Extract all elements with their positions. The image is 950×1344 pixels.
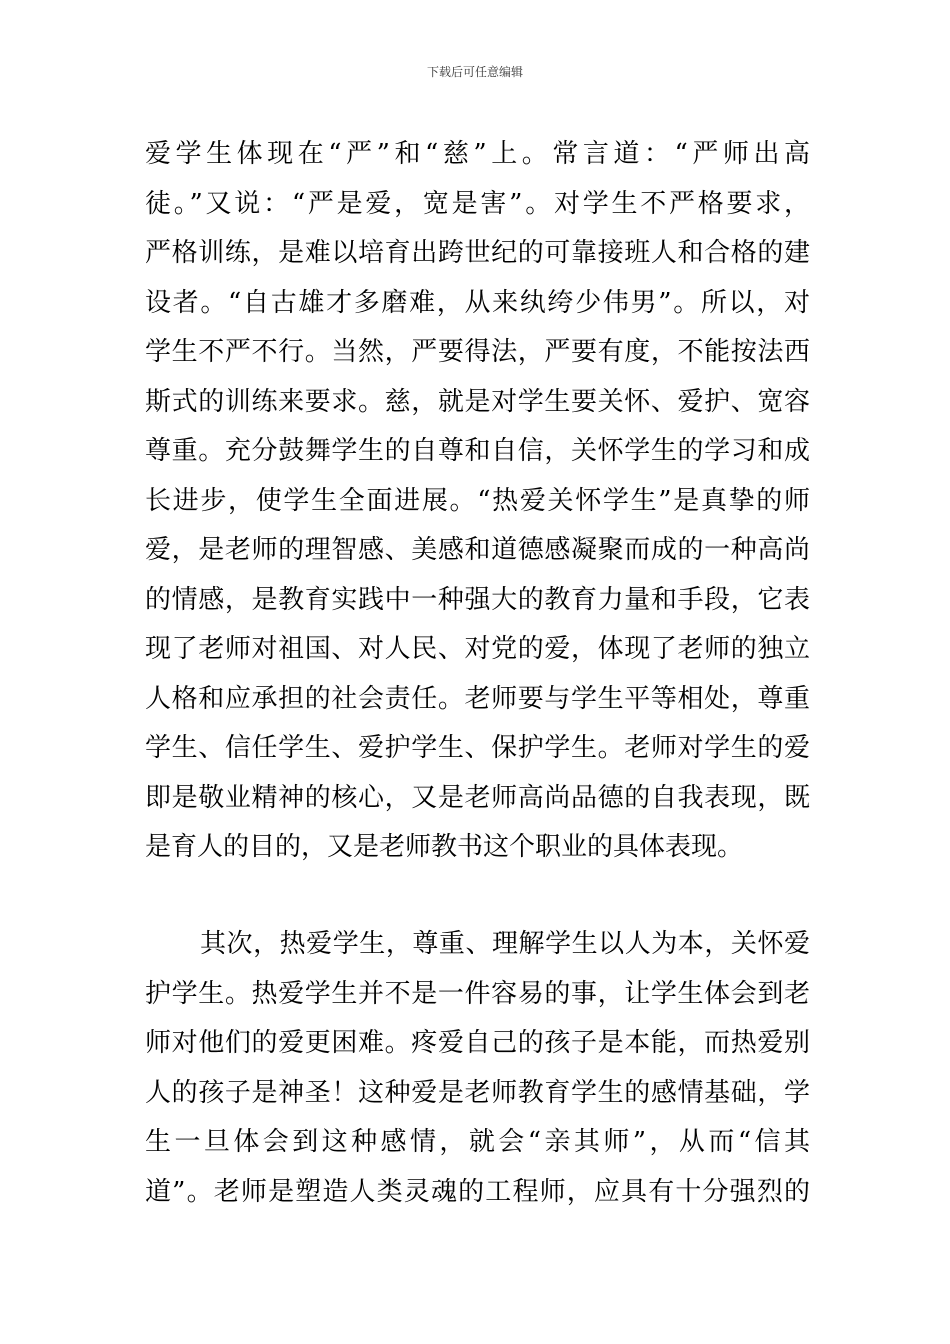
text-line: 爱学生体现在“严”和“慈”上。常言道：“严师出高: [145, 139, 810, 169]
paragraph-2: [145, 920, 810, 1217]
text-line: 尊重。充分鼓舞学生的自尊和自信，关怀学生的学习和成: [145, 436, 810, 466]
text-line: 师对他们的爱更困难。疼爱自己的孩子是本能，而热爱别: [145, 1028, 810, 1058]
text-line: 人的孩子是神圣！这种爱是老师教育学生的感情基础，学: [145, 1077, 810, 1108]
text-line: 是育人的目的，又是老师教书这个职业的具体表现。: [145, 832, 744, 862]
page-header: 下载后可任意编辑: [426, 65, 523, 79]
text-line: 设者。“自古雄才多磨难，从来纨绔少伟男”。所以，对: [145, 287, 810, 318]
text-line: 徒。”又说：“严是爱，宽是害”。对学生不严格要求，: [145, 188, 810, 219]
text-line: 生一旦体会到这种感情，就会“亲其师”，从而“信其: [145, 1127, 810, 1157]
text-line: 的情感，是教育实践中一种强大的教育力量和手段，它表: [145, 584, 810, 615]
text-line: 即是敬业精神的核心，又是老师高尚品德的自我表现，既: [145, 782, 810, 813]
text-line: 严格训练，是难以培育出跨世纪的可靠接班人和合格的建: [145, 238, 810, 268]
paragraph-1: [145, 130, 810, 873]
text-line: 爱，是老师的理智感、美感和道德感凝聚而成的一种高尚: [145, 535, 810, 565]
text-line: 道”。老师是塑造人类灵魂的工程师，应具有十分强烈的: [145, 1176, 810, 1207]
text-line: 学生、信任学生、爱护学生、保护学生。老师对学生的爱: [145, 733, 810, 763]
text-line: 长进步，使学生全面进展。“热爱关怀学生”是真挚的师: [145, 485, 810, 516]
text-line: 护学生。热爱学生并不是一件容易的事，让学生体会到老: [145, 978, 810, 1009]
text-line: 斯式的训练来要求。慈，就是对学生要关怀、爱护、宽容: [145, 386, 810, 417]
text-line: 学生不严不行。当然，严要得法，严要有度，不能按法西: [145, 337, 810, 367]
text-line: 其次，热爱学生，尊重、理解学生以人为本，关怀爱: [200, 929, 810, 959]
text-line: 现了老师对祖国、对人民、对党的爱，体现了老师的独立: [145, 634, 810, 664]
text-line: 人格和应承担的社会责任。老师要与学生平等相处，尊重: [145, 683, 810, 714]
